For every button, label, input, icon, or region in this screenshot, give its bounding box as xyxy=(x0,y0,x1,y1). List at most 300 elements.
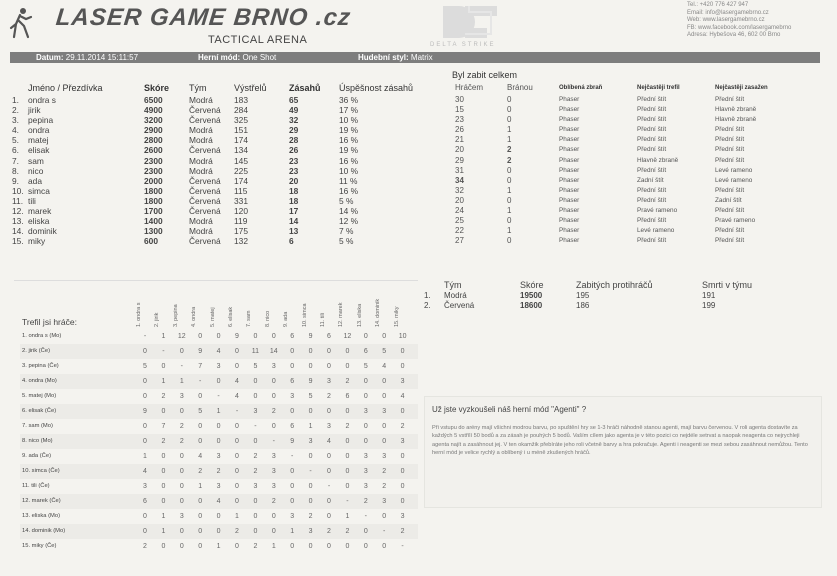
date-label: Datum: xyxy=(36,53,64,62)
matrix-cell: 0 xyxy=(345,468,350,475)
player-accuracy: 16 % xyxy=(339,155,359,166)
matrix-cell: 0 xyxy=(179,408,184,415)
favorite-weapon: Phaser xyxy=(559,146,580,154)
matrix-cell: 4 xyxy=(235,378,239,385)
matrix-cell: 0 xyxy=(198,393,203,400)
matrix-column-label: 3. pepina xyxy=(172,304,179,327)
matrix-cell: 0 xyxy=(235,363,239,370)
matrix-row-label: 2. jirik (Če) xyxy=(22,348,51,354)
music-value: Matrix xyxy=(410,53,433,62)
matrix-cell: 4 xyxy=(216,348,221,355)
killed-by-player: 25 xyxy=(455,216,464,226)
matrix-cell: 2 xyxy=(161,438,166,445)
player-team: Červená xyxy=(189,185,221,196)
matrix-cell: 0 xyxy=(382,378,387,385)
matrix-cell: 6 xyxy=(327,333,331,340)
matrix-cell: 0 xyxy=(363,438,368,445)
player-hits: 18 xyxy=(289,195,299,206)
matrix-cell: 2 xyxy=(363,498,368,505)
matrix-cell: 0 xyxy=(179,468,184,475)
matrix-cell: 3 xyxy=(216,483,221,490)
player-accuracy: 16 % xyxy=(339,135,359,146)
matrix-cell: 9 xyxy=(143,408,147,415)
matrix-cell: 9 xyxy=(235,333,239,340)
matrix-row-label: 3. pepina (Če) xyxy=(22,363,59,369)
killed-by-base: 0 xyxy=(507,195,512,205)
matrix-cell: 0 xyxy=(327,348,331,355)
matrix-cell: 0 xyxy=(308,453,313,460)
player-rank: 5. xyxy=(12,135,19,146)
matrix-cell: 0 xyxy=(290,363,295,370)
matrix-cell: 10 xyxy=(398,333,407,340)
team-row xyxy=(424,301,802,311)
matrix-cell: 0 xyxy=(253,393,258,400)
matrix-cell: 3 xyxy=(382,408,387,415)
matrix-cell: 0 xyxy=(235,453,239,460)
matrix-cell: 3 xyxy=(363,483,368,490)
matrix-cell: 0 xyxy=(382,513,387,520)
killed-by-base: 2 xyxy=(507,145,512,155)
matrix-cell: 0 xyxy=(382,393,387,400)
killed-by-base: 2 xyxy=(507,155,512,165)
player-shots: 325 xyxy=(234,115,248,126)
player-row xyxy=(12,176,434,186)
most-hit-on-zone: Hlavně zbraně xyxy=(715,116,757,124)
matrix-cell: 0 xyxy=(143,348,147,355)
player-hits: 65 xyxy=(289,95,299,105)
matrix-cell: 2 xyxy=(327,528,331,535)
player-row xyxy=(12,156,434,166)
header-most-zone: Nejčastěji zasažen xyxy=(715,85,768,92)
matrix-cell: 6 xyxy=(290,378,295,385)
matrix-cell: - xyxy=(180,363,183,370)
team-row xyxy=(424,291,802,301)
player-score: 6500 xyxy=(144,95,163,105)
matrix-cell: 0 xyxy=(363,528,368,535)
matrix-cell: 0 xyxy=(363,333,368,340)
matrix-cell: 1 xyxy=(161,528,166,535)
matrix-cell: 0 xyxy=(253,528,258,535)
matrix-cell: 4 xyxy=(327,438,331,445)
most-hit-zone: Přední štít xyxy=(637,116,667,124)
matrix-cell: 9 xyxy=(290,438,295,445)
player-row xyxy=(12,125,434,135)
matrix-cell: 0 xyxy=(308,483,313,490)
matrix-cell: 0 xyxy=(235,438,239,445)
matrix-cell: 6 xyxy=(143,498,147,505)
player-name: tili xyxy=(28,195,36,206)
team-table-header xyxy=(424,278,802,291)
favorite-weapon: Phaser xyxy=(559,136,580,144)
matrix-cell: 0 xyxy=(253,513,258,520)
player-score: 1300 xyxy=(144,226,163,237)
matrix-column-header xyxy=(320,283,338,327)
most-hit-zone: Zadní štít xyxy=(637,176,664,184)
player-hits: 17 xyxy=(289,206,299,217)
matrix-row xyxy=(20,434,418,449)
header-accuracy: Úspěšnost zásahů xyxy=(339,83,414,94)
player-rank: 12. xyxy=(12,206,24,217)
killed-by-base: 0 xyxy=(507,175,512,185)
matrix-cell: 1 xyxy=(198,483,203,490)
most-hit-zone: Přední štít xyxy=(637,237,667,245)
matrix-cell: 3 xyxy=(216,453,221,460)
most-hit-zone: Přední štít xyxy=(637,196,667,204)
favorite-weapon: Phaser xyxy=(559,166,580,174)
matrix-row xyxy=(20,359,418,374)
killed-by-player: 32 xyxy=(455,185,464,195)
matrix-column-label: 15. miky xyxy=(393,306,400,327)
most-hit-zone: Přední štít xyxy=(637,186,667,194)
matrix-cell: 2 xyxy=(235,528,239,535)
killed-by-player: 22 xyxy=(455,226,464,236)
killed-by-player: 23 xyxy=(455,115,464,125)
player-rank: 10. xyxy=(12,185,24,196)
matrix-row-label: 13. eliska (Mo) xyxy=(22,513,61,519)
player-row xyxy=(12,206,434,216)
matrix-cell: 2 xyxy=(179,423,184,430)
matrix-cell: - xyxy=(272,438,275,445)
killed-by-player: 26 xyxy=(455,125,464,135)
brand-logo-text: LASER GAME BRNO .cz xyxy=(54,4,353,31)
matrix-cell: 0 xyxy=(363,423,368,430)
matrix-cell: 0 xyxy=(235,483,239,490)
matrix-cell: 0 xyxy=(161,363,166,370)
running-man-logo-icon xyxy=(6,6,36,40)
matrix-cell: 0 xyxy=(235,468,239,475)
player-accuracy: 16 % xyxy=(339,185,359,196)
matrix-cell: 0 xyxy=(345,543,350,550)
matrix-row-label: 1. ondra s (Mo) xyxy=(22,333,62,339)
matrix-column-header xyxy=(393,283,412,327)
matrix-row-label: 6. elisak (Če) xyxy=(22,408,57,414)
player-rank: 4. xyxy=(12,125,19,136)
matrix-cell: 3 xyxy=(400,513,405,520)
player-row xyxy=(12,145,434,155)
matrix-title: Trefil jsi hráče: xyxy=(22,317,77,327)
matrix-cell: 0 xyxy=(198,333,203,340)
most-hit-on-zone: Pravé rameno xyxy=(715,217,756,225)
matrix-cell: 0 xyxy=(253,498,258,505)
was-hit-row xyxy=(455,105,793,115)
matrix-column-header xyxy=(246,283,264,327)
matrix-column-label: 5. matej xyxy=(209,307,216,327)
matrix-cell: 0 xyxy=(400,498,405,505)
matrix-cell: 0 xyxy=(290,543,295,550)
matrix-cell: 0 xyxy=(143,438,147,445)
player-team: Červená xyxy=(189,236,221,247)
player-team: Modrá xyxy=(189,165,213,176)
matrix-cell: 1 xyxy=(308,423,313,430)
matrix-row-label: 4. ondra (Mo) xyxy=(22,378,57,384)
player-name: simca xyxy=(28,185,50,196)
contact-info xyxy=(687,2,791,40)
player-shots: 134 xyxy=(234,145,248,156)
agents-promo-title: Už jste vyzkoušeli náš herní mód "Agenti" ? xyxy=(432,405,587,414)
matrix-cell: 0 xyxy=(161,468,166,475)
matrix-cell: 1 xyxy=(216,408,221,415)
matrix-row xyxy=(20,374,418,389)
matrix-cell: - xyxy=(327,483,331,490)
player-row xyxy=(12,196,434,206)
matrix-column-header xyxy=(375,283,393,327)
matrix-cell: 0 xyxy=(198,528,203,535)
player-name: ondra s xyxy=(28,95,56,105)
player-team: Modrá xyxy=(189,216,213,227)
most-hit-zone: Pravé rameno xyxy=(637,207,678,215)
matrix-cell: 12 xyxy=(177,333,186,340)
player-name: eliska xyxy=(28,216,50,227)
was-hit-row xyxy=(455,186,793,196)
player-hits: 26 xyxy=(289,145,299,156)
matrix-cell: 0 xyxy=(179,498,184,505)
matrix-cell: - xyxy=(346,498,349,505)
matrix-cell: 0 xyxy=(161,408,166,415)
header-team-name: Tým xyxy=(444,279,462,290)
killed-by-player: 31 xyxy=(455,165,464,175)
matrix-cell: 5 xyxy=(363,363,368,370)
killed-by-player: 27 xyxy=(455,236,464,246)
matrix-cell: 3 xyxy=(400,378,405,385)
matrix-cell: 0 xyxy=(400,468,405,475)
matrix-cell: 0 xyxy=(216,423,221,430)
matrix-cell: 0 xyxy=(179,348,184,355)
player-team: Modrá xyxy=(189,226,213,237)
date-value: 29.11.2014 15:11:57 xyxy=(65,53,139,62)
matrix-cell: 2 xyxy=(179,438,184,445)
matrix-cell: - xyxy=(254,423,257,430)
was-hit-row xyxy=(455,95,793,105)
most-hit-on-zone: Přední štít xyxy=(715,126,745,134)
header-name: Jméno / Přezdívka xyxy=(28,83,103,94)
matrix-row xyxy=(20,329,418,344)
header-by-base: Bránou xyxy=(507,83,533,93)
matrix-row xyxy=(20,479,418,494)
matrix-cell: 3 xyxy=(253,483,258,490)
was-hit-row xyxy=(455,135,793,145)
matrix-cell: 0 xyxy=(308,498,313,505)
player-rank: 8. xyxy=(12,165,19,176)
most-hit-on-zone: Levé rameno xyxy=(715,176,753,184)
player-team: Červená xyxy=(189,115,221,126)
matrix-column-header xyxy=(264,283,283,327)
favorite-weapon: Phaser xyxy=(559,156,580,164)
killed-by-base: 0 xyxy=(507,115,512,125)
killed-by-player: 20 xyxy=(455,145,464,155)
matrix-cell: 0 xyxy=(143,423,147,430)
matrix-cell: 0 xyxy=(198,438,203,445)
was-hit-row xyxy=(455,156,793,166)
matrix-cell: 3 xyxy=(327,423,331,430)
most-hit-on-zone: Přední štít xyxy=(715,156,745,164)
matrix-cell: 0 xyxy=(308,408,313,415)
matrix-cell: 1 xyxy=(143,453,147,460)
matrix-cell: 1 xyxy=(216,543,221,550)
matrix-cell: 0 xyxy=(327,453,331,460)
most-hit-on-zone: Přední štít xyxy=(715,207,745,215)
matrix-cell: 9 xyxy=(308,378,313,385)
matrix-row xyxy=(20,404,418,419)
favorite-weapon: Phaser xyxy=(559,196,580,204)
matrix-cell: - xyxy=(401,543,404,550)
agents-promo-text: Při vstupu do arény mají všichni modrou barvu, po spuštění hry se 1-3 hráči náhodně stanou agenti, mají barvu červenou. V roli agenta dostavíte za každých 5 vstřílí 50 bodů a za zásah je pouhých 5 bodů. Vaším cílem jako agenta je v této pozici co nejdéle setrvat a naopak neagenta co nejrychleji agenta najít a zasáhnout jej. V ten okamžik přebíráte jeho roli včetně barvy a hra pokračuje. Agenti i neagenti se mezi sebou zasáhnout nemůžou. Tento herní mód je velice rychlý a oblíbený i u méně zkušených hráčů. xyxy=(432,425,808,457)
player-rank: 3. xyxy=(12,115,19,126)
matrix-cell: 3 xyxy=(308,528,313,535)
matrix-cell: 2 xyxy=(271,498,276,505)
matrix-cell: 0 xyxy=(235,498,239,505)
matrix-cell: 2 xyxy=(382,483,387,490)
header-shots: Výstřelů xyxy=(234,83,267,94)
matrix-cell: 7 xyxy=(161,423,166,430)
matrix-column-header xyxy=(136,283,154,327)
killed-by-player: 24 xyxy=(455,206,464,216)
player-rank: 2. xyxy=(12,105,19,116)
favorite-weapon: Phaser xyxy=(559,176,580,184)
team-deaths: 199 xyxy=(702,301,716,310)
matrix-column-headers xyxy=(138,283,438,327)
most-hit-on-zone: Přední štít xyxy=(715,237,745,245)
matrix-cell: 0 xyxy=(143,528,147,535)
player-team: Červená xyxy=(189,206,221,217)
music-label: Hudební styl: xyxy=(358,53,409,62)
matrix-cell: 4 xyxy=(198,453,203,460)
matrix-cell: 0 xyxy=(382,438,387,445)
killed-by-player: 15 xyxy=(455,105,464,115)
matrix-cell: 0 xyxy=(271,393,276,400)
most-hit-zone: Přední štít xyxy=(637,126,667,134)
matrix-cell: 2 xyxy=(271,408,276,415)
matrix-cell: 1 xyxy=(290,528,295,535)
player-row xyxy=(12,216,434,226)
matrix-cell: 0 xyxy=(345,483,350,490)
player-name: ada xyxy=(28,175,42,186)
player-hits: 28 xyxy=(289,135,299,146)
contact-email: Email: info@lasergamebrno.cz xyxy=(687,9,769,16)
player-team: Modrá xyxy=(189,155,213,166)
killed-by-base: 0 xyxy=(507,105,512,115)
matrix-cell: - xyxy=(364,513,367,520)
player-row xyxy=(12,135,434,145)
matrix-cell: 3 xyxy=(253,408,258,415)
matrix-column-header xyxy=(191,283,209,327)
header-team-score: Skóre xyxy=(520,279,544,290)
most-hit-zone: Přední štít xyxy=(637,146,667,154)
player-score: 1800 xyxy=(144,185,163,196)
matrix-row-label: 7. sam (Mo) xyxy=(22,423,53,429)
matrix-cell: 0 xyxy=(161,543,166,550)
matrix-row-label: 10. simca (Če) xyxy=(22,468,60,474)
matrix-cell: 0 xyxy=(290,468,295,475)
team-rank: 2. xyxy=(424,301,431,310)
matrix-cell: 0 xyxy=(216,333,221,340)
player-name: ondra xyxy=(28,125,50,136)
matrix-cell: 6 xyxy=(363,348,368,355)
matrix-cell: 0 xyxy=(290,483,295,490)
most-hit-zone: Přední štít xyxy=(637,96,667,103)
player-accuracy: 11 % xyxy=(339,175,358,186)
player-score: 1800 xyxy=(144,195,163,206)
killed-by-player: 20 xyxy=(455,195,464,205)
matrix-row-label: 8. nico (Mo) xyxy=(22,438,53,444)
matrix-cell: 1 xyxy=(161,513,166,520)
matrix-cell: 3 xyxy=(290,393,295,400)
matrix-cell: - xyxy=(383,528,386,535)
matrix-cell: 0 xyxy=(271,378,276,385)
player-score: 600 xyxy=(144,236,158,247)
matrix-cell: 2 xyxy=(216,468,221,475)
mode-value: One Shot xyxy=(242,53,277,62)
was-hit-row xyxy=(455,236,793,246)
matrix-cell: 7 xyxy=(198,363,203,370)
most-hit-zone: Přední štít xyxy=(637,217,667,225)
matrix-cell: 0 xyxy=(179,543,184,550)
player-score: 2000 xyxy=(144,175,163,186)
matrix-cell: 0 xyxy=(382,333,387,340)
matrix-row-label: 11. tili (Če) xyxy=(22,483,50,489)
matrix-column-header xyxy=(356,283,375,327)
header-by-player: Hráčem xyxy=(455,83,484,93)
matrix-cell: 0 xyxy=(235,348,239,355)
matrix-cell: 3 xyxy=(216,363,221,370)
matrix-cell: 3 xyxy=(179,393,184,400)
matrix-cell: 3 xyxy=(363,453,368,460)
matrix-cell: 1 xyxy=(179,378,184,385)
matrix-column-label: 2. jirik xyxy=(154,312,161,327)
matrix-cell: 0 xyxy=(327,513,331,520)
matrix-cell: 2 xyxy=(345,378,350,385)
was-hit-row xyxy=(455,166,793,176)
player-team: Červená xyxy=(189,105,221,116)
favorite-weapon: Phaser xyxy=(559,96,580,103)
matrix-cell: 3 xyxy=(179,513,184,520)
matrix-cell: 0 xyxy=(143,513,147,520)
matrix-column-label: 11. tili xyxy=(320,313,326,327)
matrix-cell: - xyxy=(143,333,147,340)
matrix-cell: 1 xyxy=(345,513,350,520)
header-most-hit: Nejčastěji trefil xyxy=(637,85,680,92)
matrix-cell: 0 xyxy=(308,363,313,370)
matrix-column-header xyxy=(172,283,191,327)
matrix-cell: 2 xyxy=(345,423,350,430)
matrix-cell: 0 xyxy=(290,408,295,415)
player-rank: 6. xyxy=(12,145,19,156)
matrix-row xyxy=(20,539,418,554)
player-hits: 29 xyxy=(289,125,299,136)
matrix-row-label: 12. marek (Če) xyxy=(22,498,61,504)
most-hit-on-zone: Zadní štít xyxy=(715,196,742,204)
player-shots: 183 xyxy=(234,95,248,105)
player-shots: 120 xyxy=(234,206,248,217)
matrix-cell: 0 xyxy=(216,378,221,385)
player-rank: 9. xyxy=(12,175,19,186)
team-score: 18600 xyxy=(520,301,543,310)
matrix-cell: 0 xyxy=(400,348,405,355)
player-score: 2600 xyxy=(144,145,163,156)
player-accuracy: 14 % xyxy=(339,206,359,217)
player-hits: 49 xyxy=(289,105,299,116)
matrix-cell: 0 xyxy=(327,498,331,505)
matrix-cell: - xyxy=(291,453,294,460)
player-hits: 23 xyxy=(289,155,299,166)
matrix-cell: 3 xyxy=(308,438,313,445)
matrix-cell: 0 xyxy=(308,348,313,355)
player-hits: 13 xyxy=(289,226,299,237)
player-accuracy: 36 % xyxy=(339,95,359,105)
matrix-cell: 4 xyxy=(143,468,147,475)
matrix-column-label: 13. eliska xyxy=(356,303,363,327)
player-name: matej xyxy=(28,135,49,146)
was-hit-row xyxy=(455,216,793,226)
